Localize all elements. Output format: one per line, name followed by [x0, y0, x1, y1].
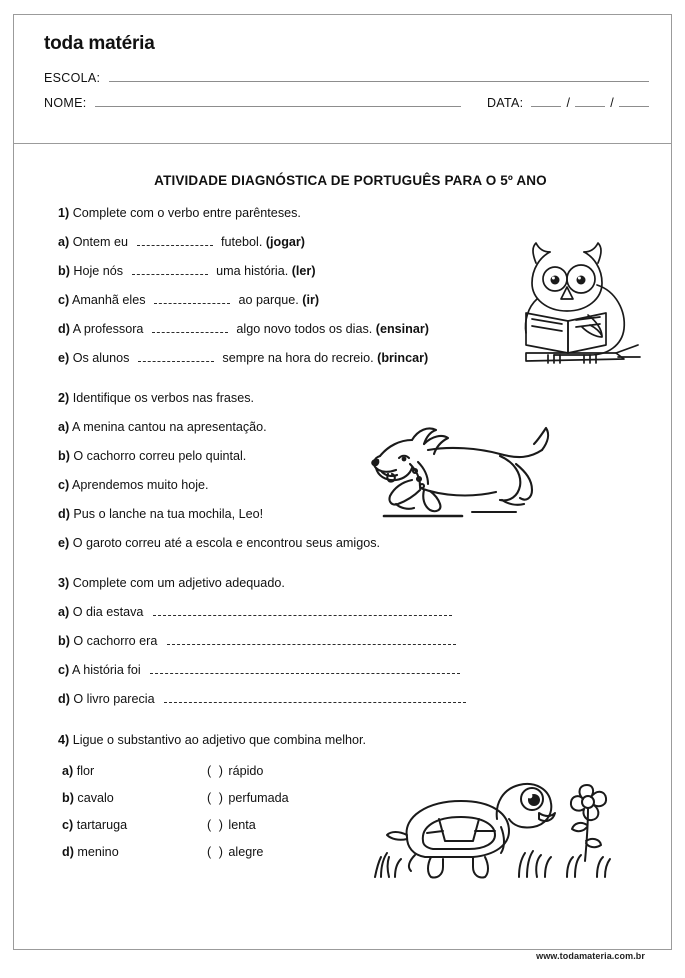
answer-blank[interactable] [137, 236, 213, 246]
exercise-1-number: 1) [58, 206, 70, 220]
item-marker: d) [62, 845, 74, 859]
exercise-3-prompt-text: Complete com um adjetivo adequado. [72, 576, 285, 590]
worksheet-page [13, 14, 672, 961]
item-text: Aprendemos muito hoje. [72, 478, 209, 492]
exercise-3-item-b [14, 634, 671, 648]
item-text: O cachorro era [73, 634, 158, 648]
name-input-rule[interactable] [95, 96, 460, 107]
school-field-row [44, 71, 649, 85]
item-marker: a) [58, 420, 70, 434]
answer-parentheses[interactable]: ( ) [207, 764, 225, 778]
item-marker: e) [58, 351, 70, 365]
exercise-2-item-d [14, 507, 671, 521]
item-verb-hint: (jogar) [265, 235, 306, 249]
school-input-rule[interactable] [109, 71, 649, 82]
exercise-2-item-e [14, 536, 671, 550]
exercise-3 [14, 576, 671, 706]
answer-blank[interactable] [132, 265, 208, 275]
item-marker: c) [62, 818, 74, 832]
turtle-with-flower-illustration [369, 765, 615, 890]
item-marker: c) [58, 478, 70, 492]
item-verb-hint: (ir) [302, 293, 320, 307]
adjective-text: perfumada [228, 791, 289, 805]
item-text-before: Ontem eu [72, 235, 129, 249]
date-field-group [487, 96, 649, 110]
exercise-3-item-d [14, 692, 671, 706]
item-marker: c) [58, 663, 70, 677]
brand-logo: toda matéria [44, 33, 155, 54]
exercise-2-item-b [14, 449, 671, 463]
answer-blank[interactable] [164, 693, 466, 703]
name-date-field-row [44, 96, 649, 110]
item-text-before: Amanhã eles [72, 293, 146, 307]
answer-blank[interactable] [152, 323, 228, 333]
date-day-rule[interactable] [531, 96, 561, 107]
item-marker: d) [58, 507, 70, 521]
item-text: O dia estava [72, 605, 144, 619]
exercise-2 [14, 391, 671, 550]
item-marker: d) [58, 322, 70, 336]
exercise-1-prompt [14, 206, 671, 220]
exercise-2-prompt [14, 391, 671, 405]
answer-blank[interactable] [138, 352, 214, 362]
adjective-text: lenta [228, 818, 256, 832]
item-text-after: sempre na hora do recreio. [222, 351, 374, 365]
item-text: O livro parecia [73, 692, 155, 706]
answer-blank[interactable] [154, 294, 230, 304]
adjective-text: rápido [228, 764, 264, 778]
name-label: NOME: [44, 96, 87, 110]
item-marker: e) [58, 536, 70, 550]
item-text-after: futebol. [221, 235, 263, 249]
answer-parentheses[interactable]: ( ) [207, 818, 225, 832]
item-text: Pus o lanche na tua mochila, Leo! [73, 507, 264, 521]
date-separator-2: / [610, 96, 614, 110]
exercise-4-prompt-text: Ligue o substantivo ao adjetivo que combina melhor. [72, 733, 367, 747]
item-text-before: Hoje nós [73, 264, 124, 278]
answer-blank[interactable] [167, 635, 456, 645]
item-text: O garoto correu até a escola e encontrou seus amigos. [72, 536, 381, 550]
exercise-3-number: 3) [58, 576, 70, 590]
exercise-3-prompt [14, 576, 671, 590]
match-adjective-cell[interactable] [207, 845, 367, 859]
match-noun-cell [62, 791, 207, 805]
noun-text: menino [77, 845, 119, 859]
date-month-rule[interactable] [575, 96, 605, 107]
worksheet-header [14, 15, 671, 144]
item-text-after: algo novo todos os dias. [236, 322, 373, 336]
item-marker: a) [58, 605, 70, 619]
answer-blank[interactable] [153, 606, 452, 616]
item-text-after: uma história. [216, 264, 289, 278]
answer-parentheses[interactable]: ( ) [207, 791, 225, 805]
date-separator-1: / [566, 96, 571, 110]
exercise-4-prompt [14, 733, 671, 747]
match-noun-cell [62, 845, 207, 859]
exercise-3-item-c [14, 663, 671, 677]
match-noun-cell [62, 818, 207, 832]
answer-parentheses[interactable]: ( ) [207, 845, 225, 859]
item-marker: b) [58, 634, 70, 648]
school-label: ESCOLA: [44, 71, 101, 85]
item-marker: c) [58, 293, 70, 307]
match-adjective-cell[interactable] [207, 764, 367, 778]
item-text-before: Os alunos [72, 351, 130, 365]
item-marker: a) [58, 235, 70, 249]
item-verb-hint: (brincar) [377, 351, 429, 365]
item-text: A história foi [72, 663, 141, 677]
exercise-4-number: 4) [58, 733, 70, 747]
noun-text: tartaruga [76, 818, 128, 832]
running-dog-illustration [366, 418, 552, 523]
match-adjective-cell[interactable] [207, 791, 367, 805]
item-text: A menina cantou na apresentação. [72, 420, 267, 434]
worksheet-body [14, 173, 671, 978]
footer-url: www.todamateria.com.br [536, 951, 645, 961]
page-title: ATIVIDADE DIAGNÓSTICA DE PORTUGUÊS PARA O 5º ANO [154, 173, 547, 188]
exercise-2-item-c [14, 478, 671, 492]
owl-reading-book-illustration [492, 233, 652, 368]
date-label: DATA: [486, 96, 524, 110]
exercise-2-prompt-text: Identifique os verbos nas frases. [72, 391, 255, 405]
item-marker: b) [58, 449, 70, 463]
item-marker: b) [62, 791, 74, 805]
item-text-after: ao parque. [238, 293, 299, 307]
item-text: O cachorro correu pelo quintal. [73, 449, 247, 463]
exercise-1-prompt-text: Complete com o verbo entre parênteses. [72, 206, 301, 220]
answer-blank[interactable] [150, 664, 460, 674]
noun-text: flor [76, 764, 95, 778]
item-verb-hint: (ensinar) [375, 322, 429, 336]
match-adjective-cell[interactable] [207, 818, 367, 832]
exercise-3-item-a [14, 605, 671, 619]
exercise-2-number: 2) [58, 391, 70, 405]
item-marker: d) [58, 692, 70, 706]
item-verb-hint: (ler) [291, 264, 316, 278]
noun-text: cavalo [77, 791, 114, 805]
match-noun-cell [62, 764, 207, 778]
item-text-before: A professora [72, 322, 144, 336]
date-year-rule[interactable] [619, 96, 649, 107]
item-marker: b) [58, 264, 70, 278]
exercise-2-item-a [14, 420, 671, 434]
item-marker: a) [62, 764, 74, 778]
adjective-text: alegre [228, 845, 264, 859]
